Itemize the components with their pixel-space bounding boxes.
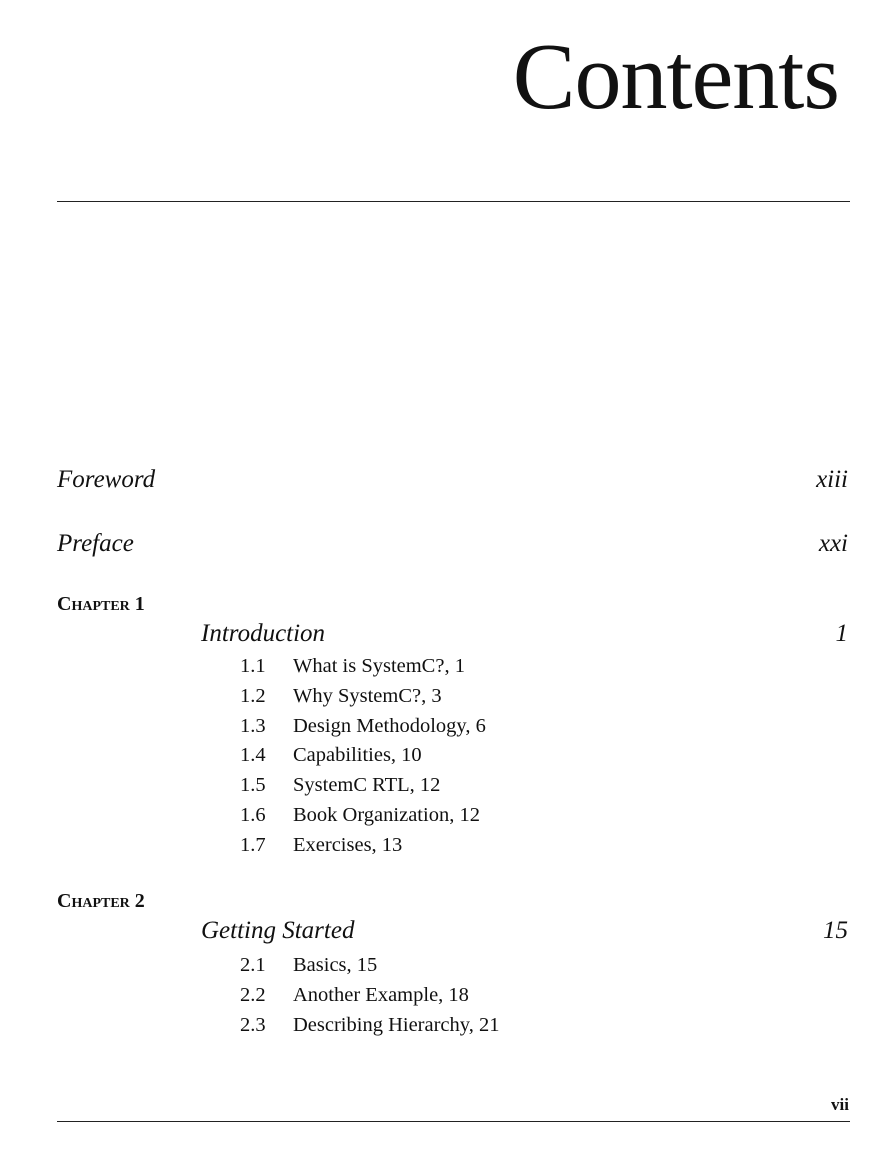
section-text: Why SystemC?, 3 bbox=[293, 685, 442, 707]
section-text: Book Organization, 12 bbox=[293, 804, 480, 826]
chapter-label: Chapter 1 bbox=[57, 593, 145, 615]
section-number: 1.1 bbox=[240, 655, 266, 677]
section-text: What is SystemC?, 1 bbox=[293, 655, 465, 677]
section-text: Capabilities, 10 bbox=[293, 744, 422, 766]
page-number: vii bbox=[831, 1095, 849, 1114]
toc-entry-foreword-title: Foreword bbox=[57, 466, 156, 493]
section-entry bbox=[240, 955, 377, 976]
section-number: 2.2 bbox=[240, 984, 266, 1006]
section-text: SystemC RTL, 12 bbox=[293, 774, 441, 796]
section-number: 1.2 bbox=[240, 685, 266, 707]
chapter-title: Introduction bbox=[201, 620, 326, 647]
section-entry bbox=[240, 686, 442, 707]
section-text: Design Methodology, 6 bbox=[293, 715, 486, 737]
chapter-label: Chapter 2 bbox=[57, 890, 145, 912]
section-entry bbox=[240, 656, 465, 677]
toc-entry-foreword-page: xiii bbox=[816, 466, 848, 493]
section-entry bbox=[240, 1015, 499, 1036]
section-number: 1.3 bbox=[240, 715, 266, 737]
section-entry bbox=[240, 835, 402, 856]
toc-entry-preface-title: Preface bbox=[57, 530, 134, 557]
section-text: Describing Hierarchy, 21 bbox=[293, 1014, 500, 1036]
top-divider bbox=[57, 201, 850, 202]
section-text: Exercises, 13 bbox=[293, 834, 403, 856]
section-entry bbox=[240, 745, 422, 766]
section-text: Basics, 15 bbox=[293, 954, 378, 976]
section-entry bbox=[240, 805, 480, 826]
toc-entry-preface-page: xxi bbox=[818, 530, 848, 557]
page-title: Contents bbox=[512, 25, 839, 129]
chapter-page-number: 1 bbox=[835, 620, 848, 647]
section-entry bbox=[240, 985, 469, 1006]
section-number: 1.4 bbox=[240, 744, 266, 766]
section-entry bbox=[240, 716, 486, 737]
section-text: Another Example, 18 bbox=[293, 984, 469, 1006]
section-number: 2.1 bbox=[240, 954, 266, 976]
section-entry bbox=[240, 775, 440, 796]
bottom-divider bbox=[57, 1121, 850, 1122]
section-number: 1.6 bbox=[240, 804, 266, 826]
section-number: 1.5 bbox=[240, 774, 266, 796]
section-number: 2.3 bbox=[240, 1014, 266, 1036]
chapter-title: Getting Started bbox=[201, 917, 355, 944]
chapter-page-number: 15 bbox=[823, 917, 848, 944]
section-number: 1.7 bbox=[240, 834, 266, 856]
